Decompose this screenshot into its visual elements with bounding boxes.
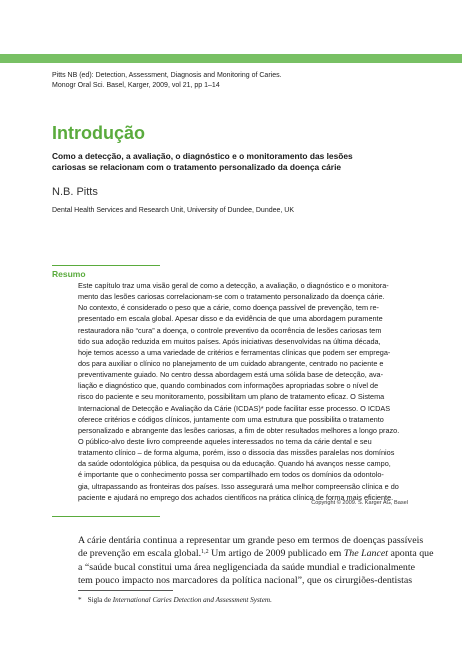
body-line: A cárie dentária continua a representar um grande peso em termos de doenças passíveis	[78, 535, 424, 546]
footnote-mark: *	[78, 596, 82, 604]
abstract-heading: Resumo	[52, 269, 86, 279]
citation-line-1: Pitts NB (ed): Detection, Assessment, Diagnosis and Monitoring of Caries.	[52, 72, 282, 79]
abstract-line: No contexto, é considerado o peso que a cárie, como doença passível de prevenção, tem re-	[78, 303, 379, 313]
body-text-segment: aponta que	[387, 548, 434, 560]
journal-name: The Lancet	[343, 548, 388, 560]
abstract-line: oferece critérios e códigos clínicos, juntamente com uma estrutura que possibilita o tratamento	[78, 414, 384, 424]
abstract-line: restauradora não “cura” a doença, o controle preventivo da ocorrência de lesões cariosas tem	[78, 325, 382, 335]
copyright-notice: Copyright © 2009. S. Karger AG, Basel	[311, 500, 408, 506]
author-name: N.B. Pitts	[52, 186, 98, 198]
citation-line-2: Monogr Oral Sci. Basel, Karger, 2009, vol 21, pp 1–14	[52, 81, 220, 89]
abstract-bottom-divider	[52, 516, 160, 517]
abstract-line: tido sua adoção reduzida em muitos países. Após iniciativas desenvolvidas na última década,	[78, 336, 381, 346]
abstract-line: Este capítulo traz uma visão geral de como a detecção, a avaliação, o diagnóstico e o monitora-	[78, 281, 389, 290]
abstract-line: personalizado e abrangente das lesões cariosas, a fim de obter resultados melhores a longo prazo.	[78, 425, 400, 435]
abstract-line: gia, ultrapassando as fronteiras dos países. Isso assegurará uma melhor compreensão clínica e do	[78, 481, 399, 491]
abstract-top-divider	[52, 265, 160, 266]
abstract-line: hoje temos acesso a uma variedade de critérios e ferramentas clínicas que podem ser emprega-	[78, 347, 391, 357]
abstract-line: O público-alvo deste livro compreende aqueles interessados no tema da cárie dental e seu	[78, 436, 372, 446]
body-line: tem pouco impacto nos marcadores da política nacional”, que os cirurgiões-dentistas	[78, 574, 413, 586]
body-line: a “saúde bucal constitui uma área negligenciada da saúde mundial e tradicionalmente	[78, 561, 415, 573]
body-text-segment: Um artigo de 2009 publicado em	[208, 548, 344, 560]
abstract-text	[78, 280, 418, 503]
footnote-prefix: Sigla de	[87, 596, 113, 604]
abstract-line: mento das lesões cariosas correlacionam-se com o tratamento personalizado da doença cárie.	[78, 292, 385, 302]
footnote-rule	[78, 590, 173, 591]
chapter-subtitle	[52, 151, 392, 173]
abstract-line: liação e diagnóstico que, quando combinados com informações apropriadas sobre o nível de	[78, 381, 379, 391]
subtitle-line-1: Como a detecção, a avaliação, o diagnóstico e o monitoramento das lesões	[52, 151, 353, 161]
body-text-segment: de prevenção em escala global.	[78, 548, 202, 560]
abstract-line: dos para auxiliar o clínico no planejamento de um cuidado abrangente, centrado no paciente e	[78, 358, 384, 368]
abstract-line: tratamento clínico – de forma alguma, porém, isso o dissocia das missões paralelas nos domínios	[78, 448, 395, 458]
abstract-line: risco do paciente e seu monitoramento, possibilitam um plano de tratamento eficaz. O Sistema	[78, 392, 385, 402]
subtitle-line-2: cariosas se relacionam com o tratamento personalizado da doença cárie	[52, 162, 342, 173]
chapter-title: Introdução	[52, 123, 145, 143]
body-line	[78, 547, 434, 560]
citation	[52, 71, 432, 90]
header-color-bar	[0, 54, 462, 63]
footnote-acronym-expansion: International Caries Detection and Assessment System.	[112, 596, 272, 604]
footnote	[78, 596, 272, 604]
abstract-line: Internacional de Detecção e Avaliação da Cárie (ICDAS)* pode facilitar esse processo. O ICDAS	[78, 403, 391, 413]
abstract-line: da saúde odontológica pública, da pesquisa ou da educação. Quando há avanços nesse campo,	[78, 459, 391, 469]
body-text	[78, 534, 434, 587]
author-affiliation: Dental Health Services and Research Unit, University of Dundee, Dundee, UK	[52, 207, 295, 214]
abstract-line: é importante que o conhecimento possa ser compartilhado em todos os domínios da odontolo-	[78, 470, 384, 480]
reference-superscript: 1,2	[201, 549, 209, 556]
abstract-line: presentado em escala global. Apesar disso e da evidência de que uma abordagem puramente	[78, 314, 383, 324]
abstract-line: preventivamente guiado. No centro dessa abordagem está uma sólida base de detecção, ava-	[78, 370, 384, 380]
abstract-line: paciente e ajudará no emprego dos achados científicos na prática clínica de forma mais eficiente.	[78, 492, 394, 502]
